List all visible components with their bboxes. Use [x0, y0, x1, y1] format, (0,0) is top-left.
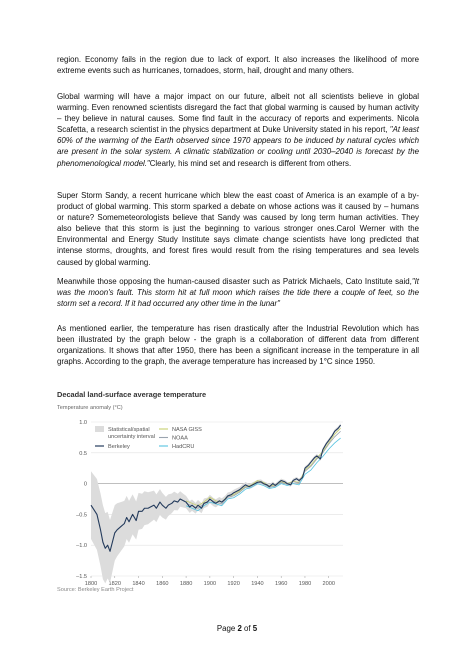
footer-page-number: 2: [237, 624, 242, 633]
chart-y-label: Temperature anomaly (°C): [57, 405, 123, 411]
x-tick-label: 1800: [84, 581, 98, 587]
y-tick-label: 0: [83, 481, 87, 488]
chart-source: Source: Berkeley Earth Project: [57, 587, 134, 593]
y-tick-label: –1.0: [76, 543, 87, 550]
x-tick-label: 1940: [251, 581, 264, 587]
paragraph-storm-sandy: Super Storm Sandy, a recent hurricane which blew the east coast of America is an example of a by-product of global warming. This storm sparked a debate on whose actions was it caused by – humans or nature? Somemeteorologists believe that Sandy was caused by long term human activities. They also believe that this storm is just the beginning to various stronger ones.Carol Werner with the Environmental and Energy Study Institute says climate change scientists have long predicted that intense storms, droughts, and forest fires would result from the rising temperatures and sea levels caused by global warming.: [57, 191, 419, 267]
x-tick-label: 1880: [179, 581, 193, 587]
scafetta-quote: "At least 60% of the warming of the Earth observed since 1970 appears to be induced by natural cycles which are present in the solar system. A climatic stabilization or cooling until 2030–2040 is forecast by the phenomenological model.": [57, 125, 419, 168]
x-tick-label: 2000: [322, 581, 335, 587]
x-tick-label: 1900: [203, 581, 217, 587]
paragraph-economy: region. Economy fails in the region due to lack of export. It also increases the likelihood of more extreme events such as hurricanes, tornadoes, storm, hail, drought and many others.: [57, 55, 419, 76]
y-tick-label: 1.0: [79, 420, 87, 426]
legend-label-noaa: NOAA: [172, 435, 188, 442]
chart-title: Decadal land-surface average temperature: [57, 390, 207, 399]
x-tick-label: 1920: [227, 581, 240, 587]
legend-swatch-uncertainty: [95, 426, 104, 432]
legend-label-nasa-giss: NASA GISS: [172, 427, 202, 433]
x-tick-label: 1980: [298, 581, 312, 587]
michaels-quote: "It was the moon's fault. This storm hit at full moon which raises the tide there a couple of feet, so the storm set a record. If it had occurred any other time in the lunar": [57, 277, 419, 309]
paragraph-opposition: [57, 276, 419, 309]
y-tick-label: –0.5: [76, 512, 87, 519]
temperature-figure: [57, 388, 347, 600]
paragraph-text: Global warming will have a major impact on our future, albeit not all scientists believe in global warming. Even renowned scientists disregard the fact that global warming is caused by human activity – they believe in natural causes. Some find fault in the accuracy of reports and experiments. Nicola Scafetta, a research scientist in the physics department at Duke University stated in his report,: [57, 92, 419, 135]
y-tick-label: 0.5: [79, 450, 87, 457]
x-tick-label: 1960: [274, 581, 288, 587]
footer-prefix: Page: [216, 624, 238, 633]
legend-label-hadcru: HadCRU: [172, 444, 195, 450]
x-tick-label: 1820: [108, 581, 122, 587]
paragraph-text: Meanwhile those opposing the human-caused disaster such as Patrick Michaels, Cato Institute said,: [57, 277, 412, 286]
temperature-chart: [57, 388, 347, 600]
legend-label-berkeley: Berkeley: [108, 444, 130, 450]
paragraph-global-warming: [57, 91, 419, 169]
page-footer: [0, 624, 474, 633]
series-line-nasa-giss: [186, 428, 341, 506]
legend-label-uncertainty: Statistical/spatial: [108, 427, 150, 433]
paragraph-text: Clearly, his mind set and research is different from others.: [149, 158, 352, 168]
x-tick-label: 1840: [132, 581, 145, 587]
footer-page-total: 5: [252, 624, 258, 633]
paragraph-temperature-rise: As mentioned earlier, the temperature has risen drastically after the Industrial Revolution which has been illustrated by the graph below - the graph is a collaboration of different data from different organizations. It shows that after 1950, there has been a significant increase in the temperature in all graphs. According to the graph, the average temperature has increased by 1°C since 1950.: [57, 324, 419, 367]
y-tick-label: –1.5: [76, 574, 87, 580]
footer-middle: of: [241, 624, 253, 633]
legend-label-uncertainty: uncertainty interval: [108, 434, 155, 440]
x-tick-label: 1860: [156, 581, 169, 587]
